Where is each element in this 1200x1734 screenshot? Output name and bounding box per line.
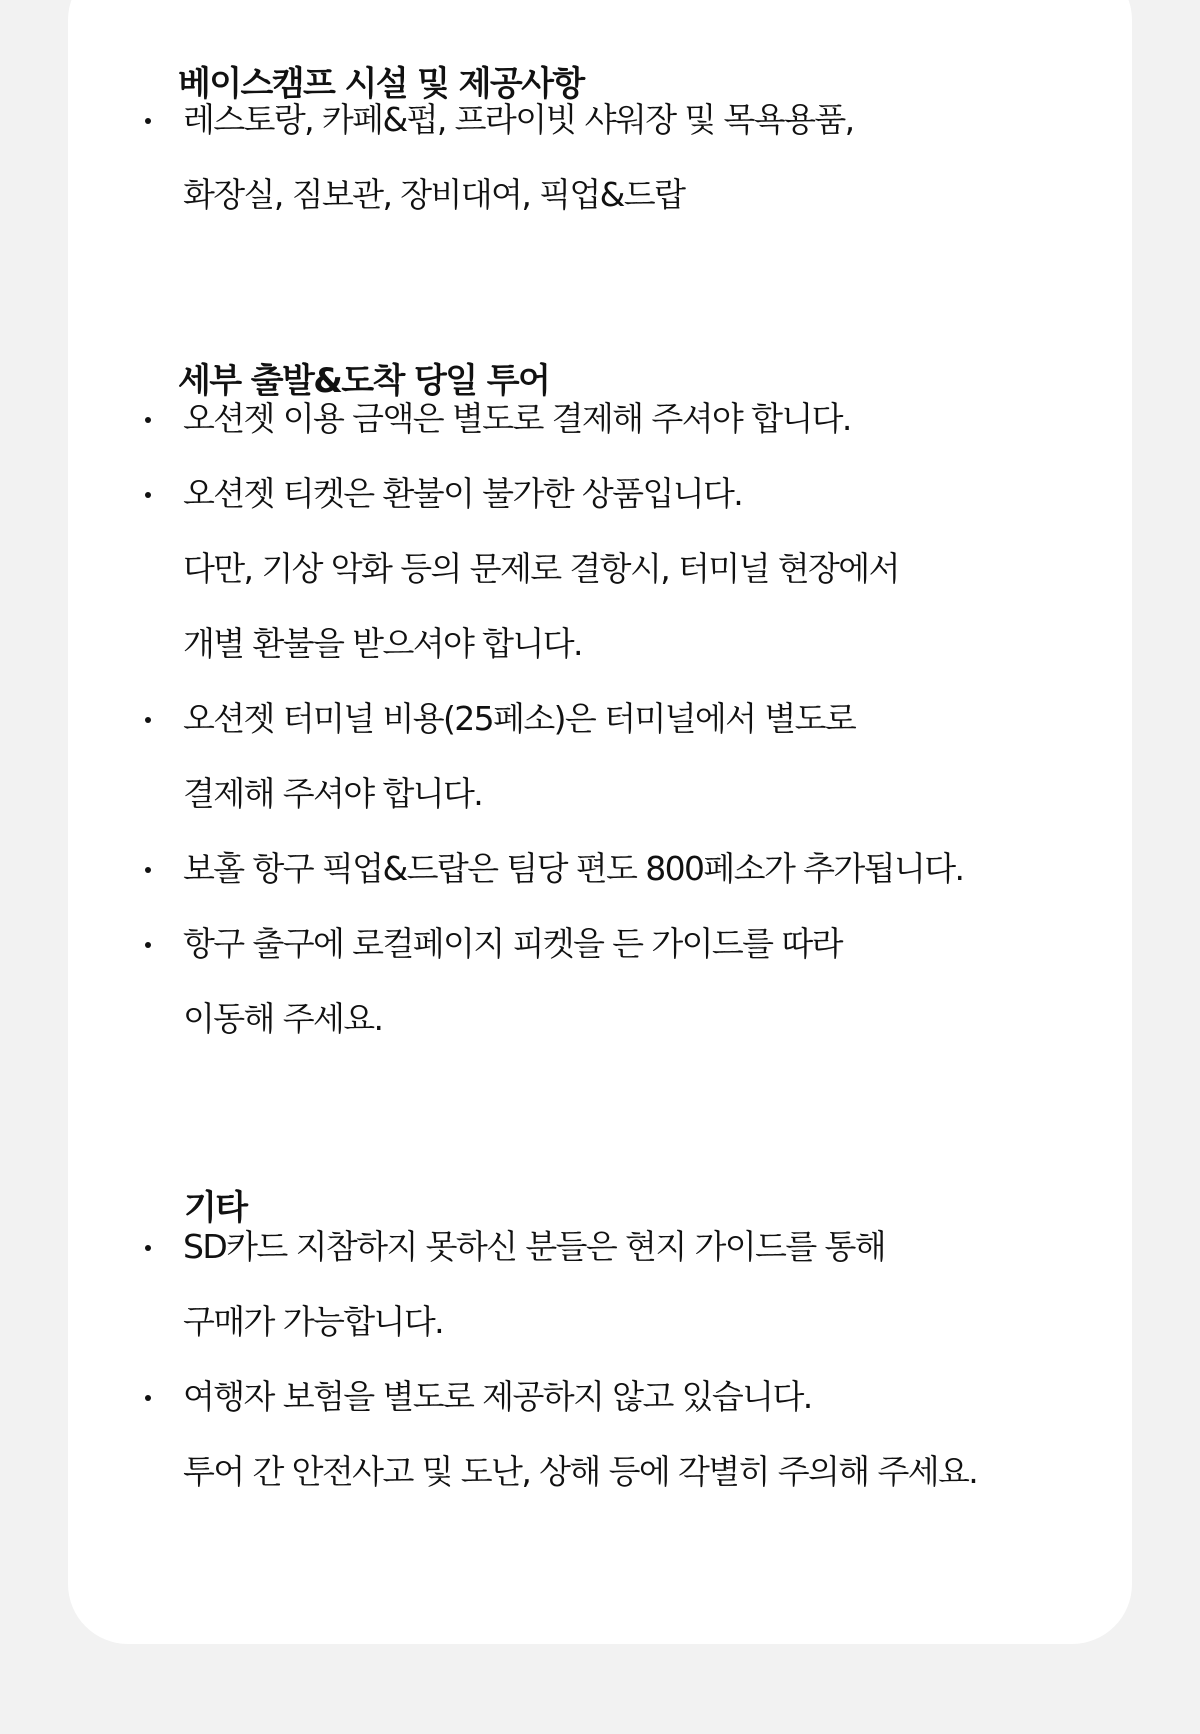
list-item: [68, 906, 1132, 1056]
list-item-text: 구매가 가능합니다.: [183, 1302, 444, 1341]
list-item-text: 여행자 보험을 별도로 제공하지 않고 있습니다.: [183, 1377, 812, 1416]
bullet-list: [68, 381, 1132, 1056]
section-heading: 베이스캠프 시설 및 제공사항: [178, 64, 584, 104]
list-item-text: SD카드 지참하지 못하신 분들은 현지 가이드를 통해: [183, 1227, 886, 1266]
list-item: [68, 456, 1132, 681]
bullet-list: [68, 1209, 1132, 1509]
bullet-dot: [145, 82, 153, 157]
list-item-text: 보홀 항구 픽업&드랍은 팀당 편도 800페소가 추가됩니다.: [183, 849, 964, 888]
list-item-text: 다만, 기상 악화 등의 문제로 결항시, 터미널 현장에서: [183, 549, 899, 588]
list-item: [68, 831, 1132, 906]
section-heading: 기타: [184, 1188, 247, 1228]
bullet-dot: [145, 831, 153, 906]
list-item: [68, 381, 1132, 456]
list-item-text: 화장실, 짐보관, 장비대여, 픽업&드랍: [183, 175, 685, 214]
info-card: [68, 0, 1132, 1644]
list-item-text: 레스토랑, 카페&펍, 프라이빗 샤워장 및 목욕용품,: [183, 100, 854, 139]
list-item-text: 투어 간 안전사고 및 도난, 상해 등에 각별히 주의해 주세요.: [183, 1452, 978, 1491]
bullet-dot: [145, 1209, 153, 1284]
section-heading: 세부 출발&도착 당일 투어: [178, 361, 550, 401]
bullet-dot: [145, 681, 153, 756]
bullet-list: [68, 82, 1132, 232]
bullet-dot: [145, 381, 153, 456]
list-item: [68, 82, 1132, 232]
list-item-text: 오션젯 터미널 비용(25페소)은 터미널에서 별도로: [183, 699, 856, 738]
list-item-text: 결제해 주셔야 합니다.: [183, 774, 483, 813]
list-item: [68, 681, 1132, 831]
list-item-text: 오션젯 이용 금액은 별도로 결제해 주셔야 합니다.: [183, 399, 851, 438]
list-item-text: 개별 환불을 받으셔야 합니다.: [183, 624, 582, 663]
bullet-dot: [145, 1359, 153, 1434]
list-item: [68, 1359, 1132, 1509]
list-item-text: 이동해 주세요.: [183, 999, 383, 1038]
bullet-dot: [145, 456, 153, 531]
list-item-text: 항구 출구에 로컬페이지 피켓을 든 가이드를 따라: [183, 924, 842, 963]
list-item: [68, 1209, 1132, 1359]
bullet-dot: [145, 906, 153, 981]
list-item-text: 오션젯 티켓은 환불이 불가한 상품입니다.: [183, 474, 743, 513]
